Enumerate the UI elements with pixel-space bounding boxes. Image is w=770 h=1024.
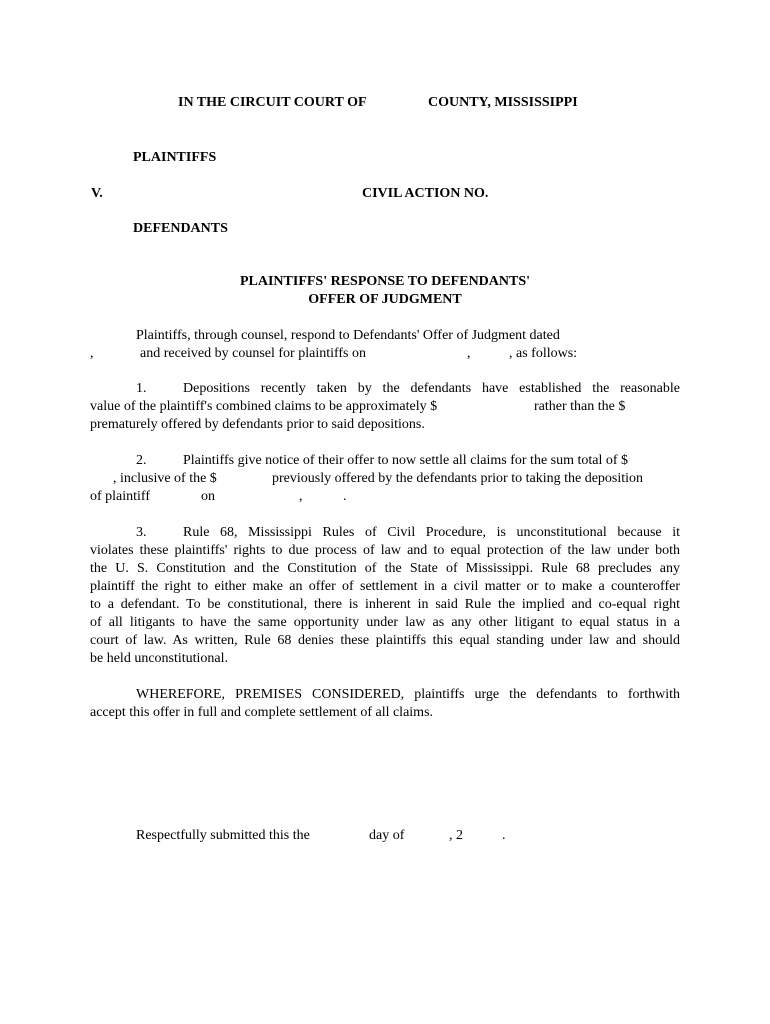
p2-line3a: of plaintiff xyxy=(90,489,151,504)
p1-number: 1. xyxy=(136,381,147,396)
p2-line2b: previously offered by the defendants prior to taking the deposition xyxy=(272,471,644,486)
p3-last-line: be held unconstitutional. xyxy=(90,651,229,666)
p2-line2a: , inclusive of the $ xyxy=(113,471,217,486)
court-heading-right: COUNTY, MISSISSIPPI xyxy=(428,95,578,110)
intro-line1: Plaintiffs, through counsel, respond to Defendants' Offer of Judgment dated xyxy=(136,328,560,343)
p1-line3: prematurely offered by defendants prior to said depositions. xyxy=(90,417,425,432)
p3-number: 3. xyxy=(136,525,147,540)
defendants-label: DEFENDANTS xyxy=(133,221,228,236)
intro-comma1: , xyxy=(90,346,94,361)
p3-line: court of law. As written, Rule 68 denies these plaintiffs this equal standing under law and should xyxy=(90,633,680,648)
p2-line3c: , xyxy=(299,489,303,504)
p1-line2b: rather than the $ xyxy=(534,399,626,414)
wherefore-line2: accept this offer in full and complete settlement of all claims. xyxy=(90,705,434,720)
p3-line: of all litigants to have the same opportunity under law as any other litigant to equal status in a xyxy=(90,615,680,630)
p1-line1: Depositions recently taken by the defendants have established the reasonable xyxy=(183,381,680,396)
p3-line: plaintiff the right to either make an offer of settlement in a civil matter or to make a counteroffer xyxy=(90,579,680,594)
document-title-line2: OFFER OF JUDGMENT xyxy=(308,292,462,307)
intro-received: and received by counsel for plaintiffs on xyxy=(140,346,367,361)
intro-as-follows: , as follows: xyxy=(509,346,578,361)
p2-line3d: . xyxy=(343,489,347,504)
p3-line: violates these plaintiffs' rights to due process of law and to equal protection of the law under both xyxy=(90,543,680,558)
p2-number: 2. xyxy=(136,453,147,468)
versus-label: V. xyxy=(91,186,103,201)
document-title-line1: PLAINTIFFS' RESPONSE TO DEFENDANTS' xyxy=(239,274,531,289)
p2-line3b: on xyxy=(201,489,215,504)
signature-period: . xyxy=(502,828,506,843)
civil-action-label: CIVIL ACTION NO. xyxy=(362,186,489,201)
p2-line1: Plaintiffs give notice of their offer to now settle all claims for the sum total of $ xyxy=(183,453,629,468)
p3-first-line: Rule 68, Mississippi Rules of Civil Procedure, is unconstitutional because it xyxy=(183,525,680,540)
p1-line2a: value of the plaintiff's combined claims to be approximately $ xyxy=(90,399,438,414)
court-heading-left: IN THE CIRCUIT COURT OF xyxy=(178,95,367,110)
year-label: , 2 xyxy=(449,828,463,843)
day-of-label: day of xyxy=(369,828,405,843)
intro-comma2: , xyxy=(467,346,471,361)
p3-line: to a defendant. To be constitutional, there is inherent in said Rule the implied and co-equal right xyxy=(90,597,680,612)
wherefore-line1: WHEREFORE, PREMISES CONSIDERED, plaintiffs urge the defendants to forthwith xyxy=(136,687,680,702)
respectfully-submitted: Respectfully submitted this the xyxy=(136,828,310,843)
plaintiffs-label: PLAINTIFFS xyxy=(133,150,217,165)
p3-line: the U. S. Constitution and the Constitution of the State of Mississippi. Rule 68 precludes any xyxy=(90,561,680,576)
